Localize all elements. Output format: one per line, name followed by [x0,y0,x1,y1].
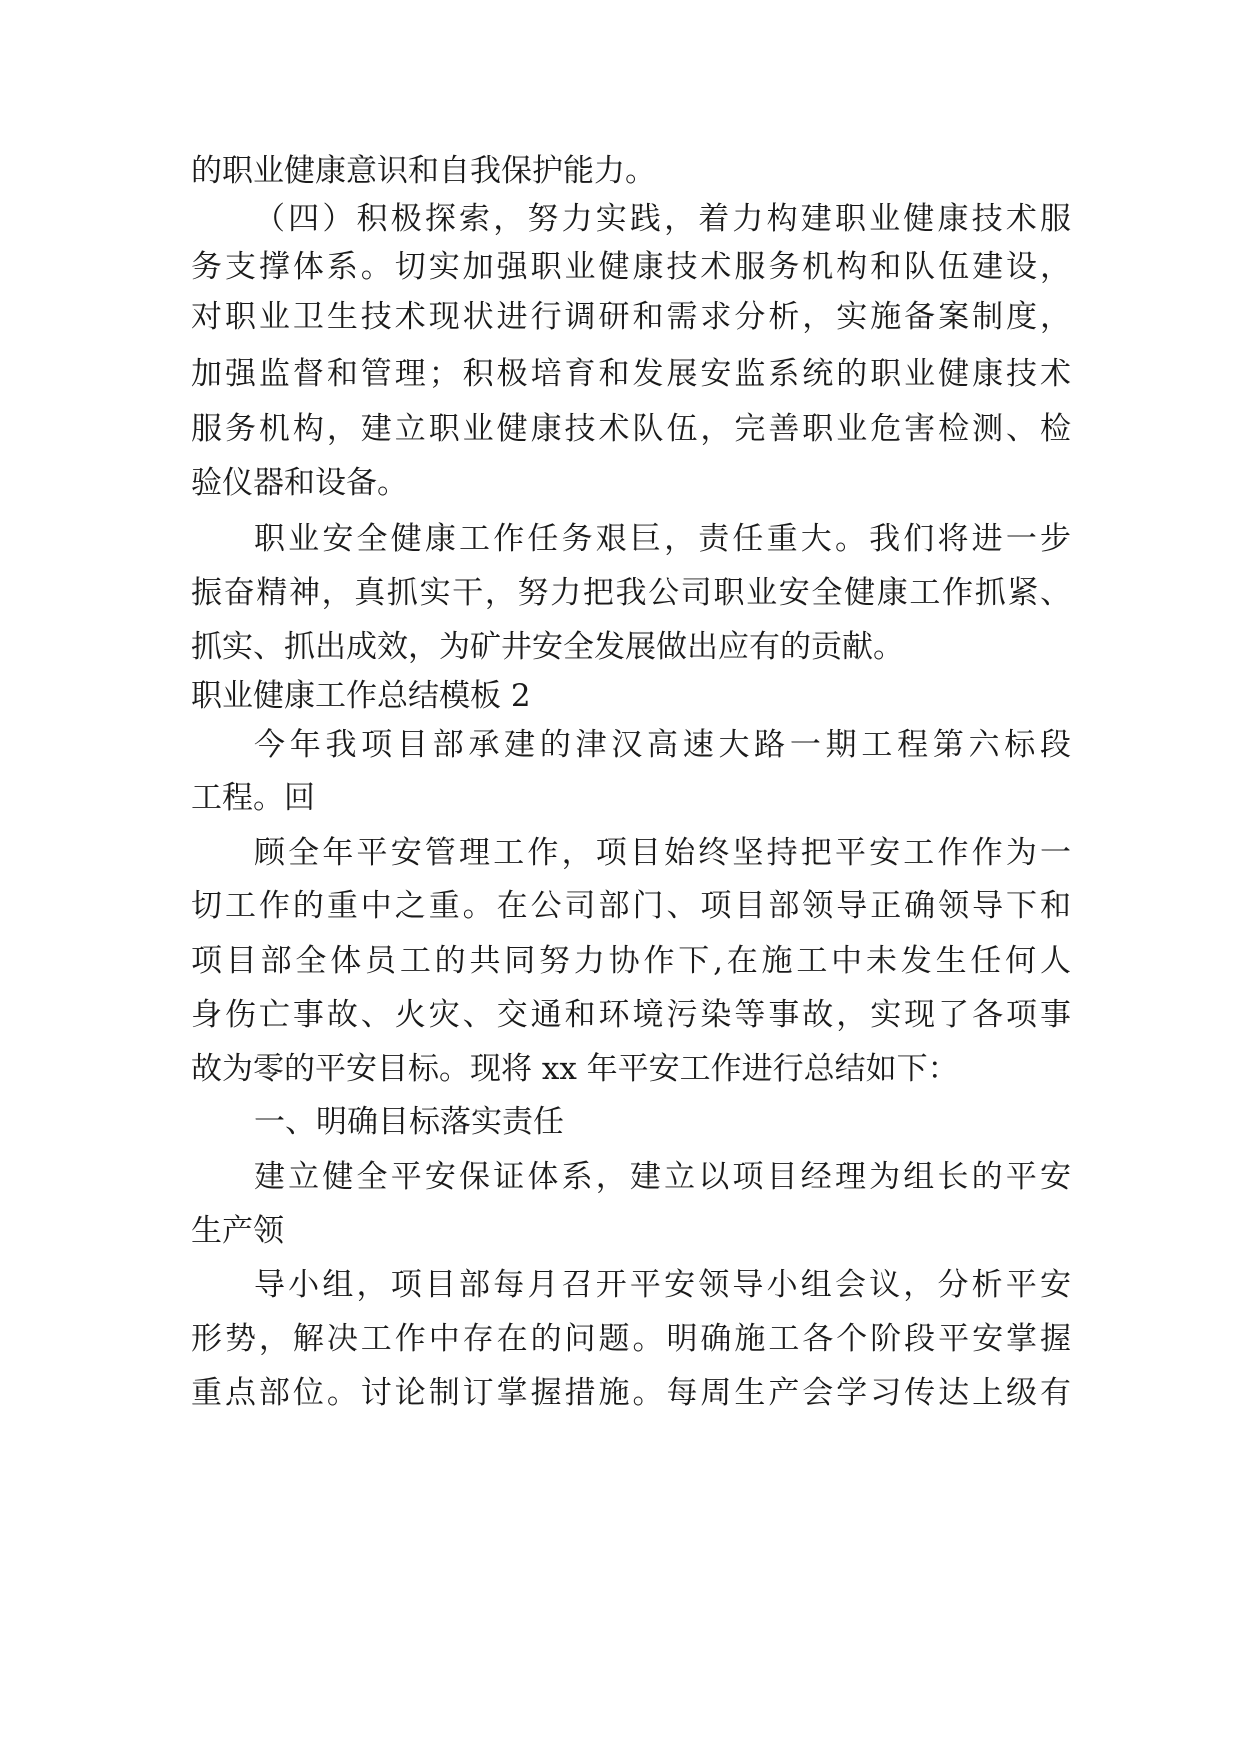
text-line: 服务机构，建立职业健康技术队伍，完善职业危害检测、检 [191,411,1071,447]
document-title: 职业健康工作总结模板 2 [191,678,531,714]
section-heading-4: （四）积极探索，努力实践，着力构建职业健康技术服 [254,201,1071,237]
text-line: 重点部位。讨论制订掌握措施。每周生产会学习传达上级有 [191,1375,1071,1411]
text-line: 工程。回 [191,780,315,816]
paragraph-start: 导小组，项目部每月召开平安领导小组会议，分析平安 [254,1267,1071,1303]
text-line: 身伤亡事故、火灾、交通和环境污染等事故，实现了各项事 [191,997,1071,1033]
text-line: 振奋精神，真抓实干，努力把我公司职业安全健康工作抓紧、 [191,575,1071,611]
text-line: 务支撑体系。切实加强职业健康技术服务机构和队伍建设， [191,249,1071,285]
paragraph-start: 建立健全平安保证体系，建立以项目经理为组长的平安 [254,1159,1071,1195]
paragraph-start: 职业安全健康工作任务艰巨，责任重大。我们将进一步 [254,521,1071,557]
text-line: 对职业卫生技术现状进行调研和需求分析，实施备案制度， [191,299,1071,335]
text-line: 切工作的重中之重。在公司部门、项目部领导正确领导下和 [191,888,1071,924]
text-line: 抓实、抓出成效，为矿井安全发展做出应有的贡献。 [191,629,904,665]
text-line: 的职业健康意识和自我保护能力。 [191,153,656,189]
text-line: 故为零的平安目标。现将 xx 年平安工作进行总结如下： [191,1051,959,1087]
text-line: 加强监督和管理；积极培育和发展安监系统的职业健康技术 [191,356,1071,392]
text-line: 项目部全体员工的共同努力协作下,在施工中未发生任何人 [191,943,1071,979]
text-line: 形势，解决工作中存在的问题。明确施工各个阶段平安掌握 [191,1321,1071,1357]
paragraph-start: 今年我项目部承建的津汉高速大路一期工程第六标段 [254,727,1071,763]
text-line: 生产领 [191,1213,284,1249]
paragraph-start: 顾全年平安管理工作，项目始终坚持把平安工作作为一 [254,835,1071,871]
text-line: 验仪器和设备。 [191,465,408,501]
section-heading-1: 一、明确目标落实责任 [254,1104,564,1140]
